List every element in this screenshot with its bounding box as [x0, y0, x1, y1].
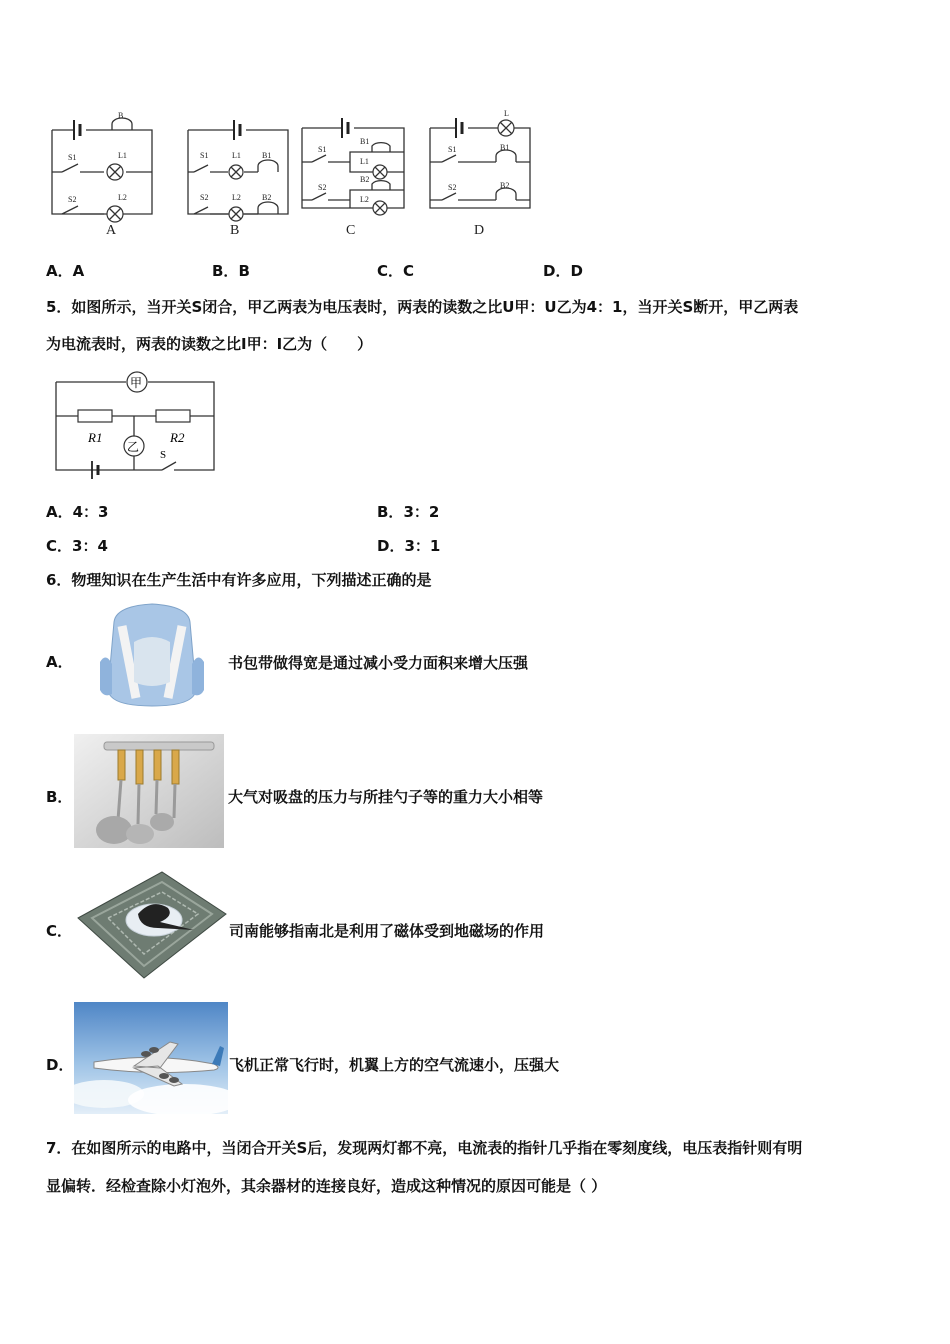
svg-text:B2: B2: [262, 193, 272, 202]
svg-text:L2: L2: [360, 195, 369, 204]
svg-text:B2: B2: [360, 175, 370, 184]
q5-stem-line2: 为电流表时，两表的读数之比I甲：I乙为（ ）: [46, 335, 373, 353]
bell-icon: [258, 160, 278, 172]
svg-text:S: S: [160, 449, 167, 461]
svg-text:B1: B1: [500, 143, 510, 152]
svg-text:L2: L2: [118, 193, 127, 202]
option-key: C．: [46, 537, 73, 555]
svg-text:S2: S2: [448, 183, 457, 192]
svg-text:B2: B2: [500, 181, 510, 190]
circuit-a: [52, 111, 152, 238]
q4-option-d[interactable]: [543, 261, 583, 281]
resistor-r1: [78, 410, 112, 422]
q6-stem: 6．物理知识在生产生活中有许多应用，下列描述正确的是: [46, 571, 432, 589]
option-text: C: [403, 262, 415, 280]
option-key: B．: [212, 262, 239, 280]
option-text: 3：2: [403, 503, 440, 521]
resistor-r2: [156, 410, 190, 422]
q6-option-c-text: 司南能够指南北是利用了磁体受到地磁场的作用: [229, 922, 545, 940]
svg-text:B1: B1: [262, 151, 272, 160]
q4-option-c[interactable]: [377, 261, 414, 281]
q7-stem-line1: 7．在如图所示的电路中，当闭合开关S后，发现两灯都不亮，电流表的指针几乎指在零刻度线，电压表指针则有明: [46, 1139, 803, 1157]
q5-stem-line1: 5．如图所示，当开关S闭合，甲乙两表为电压表时，两表的读数之比U甲：U乙为4：1，当开关S断开，甲乙两表: [46, 298, 799, 316]
svg-text:R1: R1: [88, 430, 103, 445]
figure-label-b: B: [230, 223, 240, 238]
q4-option-a[interactable]: [46, 261, 84, 281]
circuit-d: [430, 109, 530, 238]
q7-stem-line2: 显偏转．经检查除小灯泡外，其余器材的连接良好，造成这种情况的原因可能是（ ）: [46, 1177, 607, 1195]
svg-text:S1: S1: [68, 153, 77, 162]
q6-option-d-key[interactable]: D．: [46, 1056, 74, 1074]
q5-option-c[interactable]: [46, 536, 108, 556]
svg-text:甲: 甲: [130, 376, 143, 390]
option-text: D: [570, 262, 583, 280]
svg-text:S2: S2: [68, 195, 77, 204]
option-key: D．: [543, 262, 571, 280]
option-key: B．: [377, 503, 404, 521]
option-key: A．: [46, 503, 73, 521]
svg-text:S1: S1: [318, 145, 327, 154]
svg-text:R2: R2: [170, 430, 185, 445]
svg-text:L1: L1: [118, 151, 127, 160]
svg-text:L1: L1: [360, 157, 369, 166]
q6-option-d-text: 飞机正常飞行时，机翼上方的空气流速小，压强大: [229, 1056, 560, 1074]
svg-text:S1: S1: [448, 145, 457, 154]
q6-option-a-key[interactable]: A．: [46, 653, 73, 671]
circuit-b: [188, 120, 288, 238]
q5-option-d[interactable]: [377, 536, 440, 556]
svg-text:L1: L1: [232, 151, 241, 160]
figure-label-c: C: [346, 223, 356, 238]
q6-option-b-key[interactable]: B．: [46, 788, 73, 806]
q5-circuit-diagram: [48, 370, 223, 480]
q6-option-b-text: 大气对吸盘的压力与所挂勺子等的重力大小相等: [228, 788, 544, 806]
q5-option-a[interactable]: [46, 502, 108, 522]
svg-text:L2: L2: [232, 193, 241, 202]
circuit-c: [302, 118, 404, 238]
option-text: B: [238, 262, 250, 280]
q4-option-b[interactable]: [212, 261, 250, 281]
backpack-image: [96, 602, 208, 710]
option-key: C．: [377, 262, 404, 280]
option-text: 3：1: [404, 537, 441, 555]
option-text: 4：3: [72, 503, 109, 521]
svg-text:S1: S1: [200, 151, 209, 160]
figure-label-a: A: [106, 223, 117, 238]
hanging-ladles-image: [74, 734, 224, 848]
option-text: 3：4: [72, 537, 108, 555]
q6-option-a-text: 书包带做得宽是通过减小受力面积来增大压强: [228, 654, 529, 672]
figure-label-d: D: [474, 223, 485, 238]
option-key: D．: [377, 537, 405, 555]
q6-option-c-key[interactable]: C．: [46, 922, 73, 940]
svg-text:S2: S2: [318, 183, 327, 192]
svg-text:B1: B1: [360, 137, 370, 146]
svg-text:L: L: [504, 109, 509, 118]
sinan-compass-image: [74, 868, 228, 980]
q4-circuit-figures: [40, 108, 550, 240]
option-key: A．: [46, 262, 73, 280]
svg-text:B: B: [118, 111, 124, 120]
airplane-image: [74, 1002, 228, 1114]
q5-option-b[interactable]: [377, 502, 439, 522]
svg-text:S2: S2: [200, 193, 209, 202]
option-text: A: [72, 262, 85, 280]
svg-text:乙: 乙: [127, 440, 140, 454]
